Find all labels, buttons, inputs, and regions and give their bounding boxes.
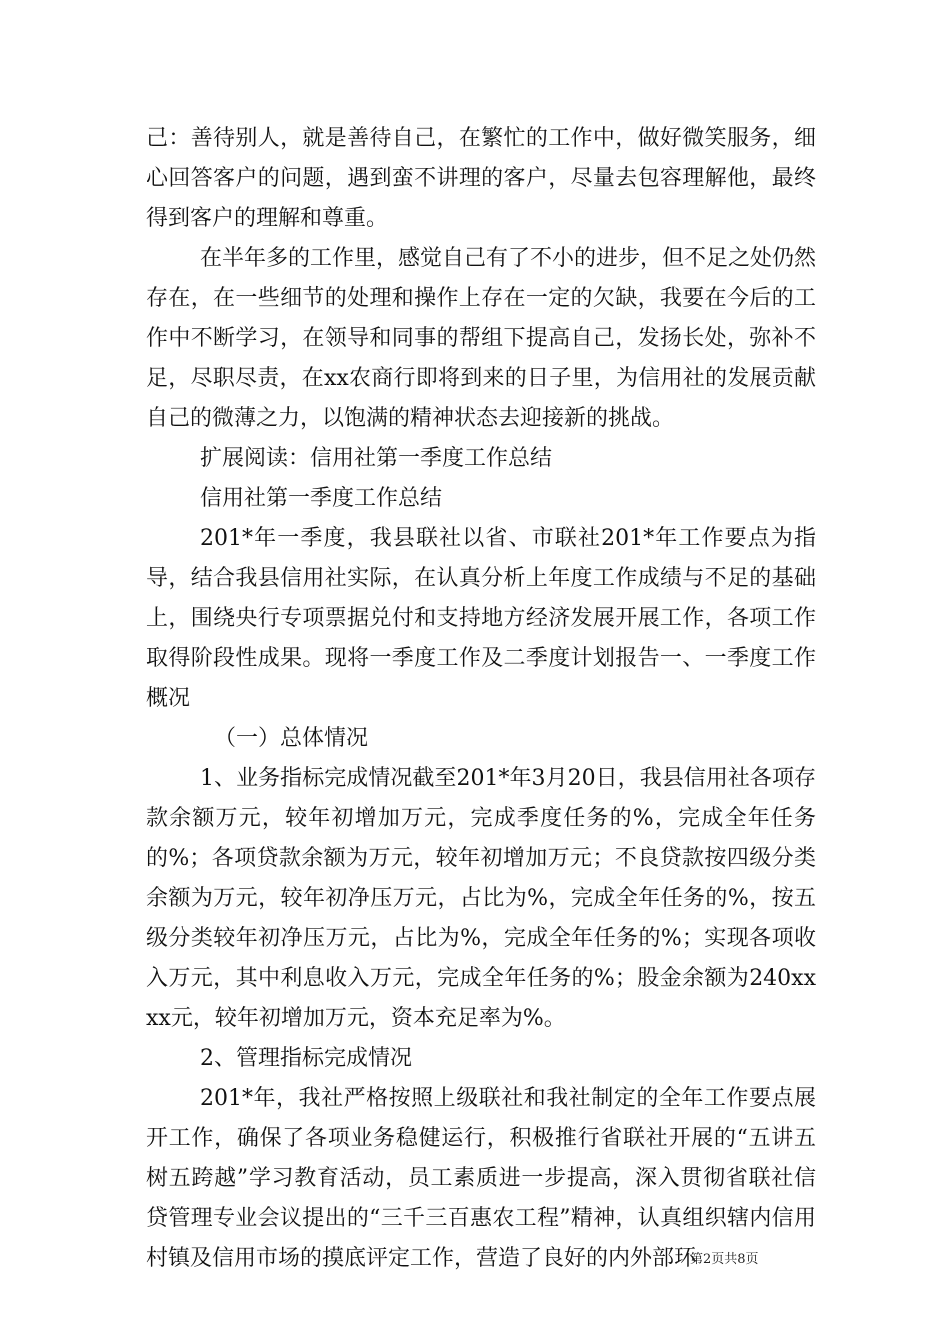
paragraph-business-indicators: 1、业务指标完成情况截至201*年3月20日，我县信用社各项存款余额万元，较年初增加万元，完成季度任务的%，完成全年任务的%；各项贷款余额为万元，较年初增加万元；不良贷款按四级分类余额为万元，较年初净压万元，占比为%，完成全年任务的%，按五级分类较年初净压万元，占比为%，完成全年任务的%；实现各项收入万元，其中利息收入万元，完成全年任务的%；股金余额为240xxxx元，较年初增加万元，资本充足率为%。 — [146, 766, 816, 1031]
section-heading-overall: （一）总体情况 — [214, 726, 369, 751]
report-title: 信用社第一季度工作总结 — [200, 486, 443, 511]
document-body — [146, 119, 816, 1279]
section-heading-management: 2、管理指标完成情况 — [200, 1046, 412, 1071]
extended-reading-heading: 扩展阅读：信用社第一季度工作总结 — [200, 446, 553, 471]
page-number: 第2页共8页 — [690, 1252, 759, 1267]
paragraph-quarter-intro: 201*年一季度，我县联社以省、市联社201*年工作要点为指导，结合我县信用社实际，在认真分析上年度工作成绩与不足的基础上，围绕央行专项票据兑付和支持地方经济发展开展工作，各项工作取得阶段性成果。现将一季度工作及二季度计划报告一、一季度工作概况 — [146, 526, 816, 711]
paragraph-self-assessment: 在半年多的工作里，感觉自己有了不小的进步，但不足之处仍然存在，在一些细节的处理和操作上存在一定的欠缺，我要在今后的工作中不断学习，在领导和同事的帮组下提高自己，发扬长处，弥补不足，尽职尽责，在xx农商行即将到来的日子里，为信用社的发展贡献自己的微薄之力，以饱满的精神状态去迎接新的挑战。 — [146, 246, 817, 431]
paragraph-continuation: 己：善待别人，就是善待自己，在繁忙的工作中，做好微笑服务，细心回答客户的问题，遇到蛮不讲理的客户，尽量去包容理解他，最终得到客户的理解和尊重。 — [146, 126, 816, 231]
paragraph-management-indicators: 201*年，我社严格按照上级联社和我社制定的全年工作要点展开工作，确保了各项业务稳健运行，积极推行省联社开展的“五讲五树五跨越”学习教育活动，员工素质进一步提高，深入贯彻省联社信贷管理专业会议提出的“三千三百惠农工程”精神，认真组织辖内信用村镇及信用市场的摸底评定工作，营造了良好的内外部环 — [146, 1086, 816, 1271]
